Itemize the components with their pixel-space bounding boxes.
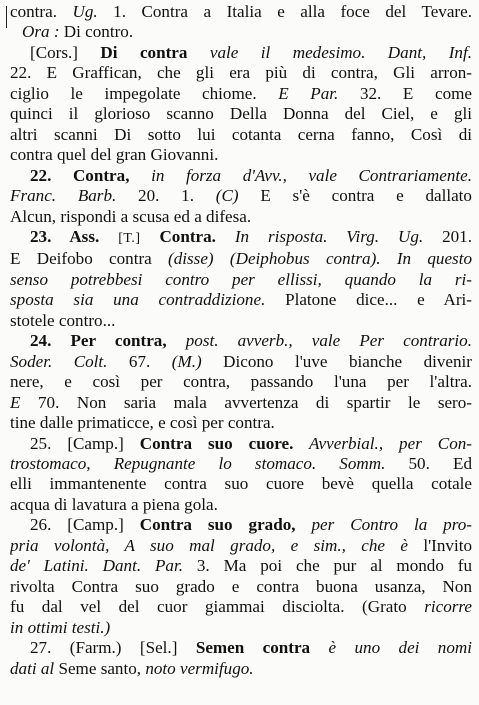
text-segment: ricorre bbox=[424, 597, 472, 617]
text-line bbox=[10, 577, 472, 597]
text-line bbox=[10, 536, 472, 556]
text-line bbox=[10, 290, 472, 310]
text-segment: in ottimi testi.) bbox=[10, 617, 111, 637]
text-segment: Franc. Barb. bbox=[10, 186, 117, 206]
text-segment: post. avverb., vale Per contrario. bbox=[166, 331, 472, 351]
text-line bbox=[10, 2, 472, 22]
text-line bbox=[10, 145, 472, 165]
text-segment: Contra suo cuore. bbox=[139, 433, 294, 453]
text-line bbox=[10, 618, 472, 638]
text-line bbox=[10, 393, 472, 413]
text-segment: noto vermifugo. bbox=[145, 658, 254, 678]
text-segment: senso potrebbesi contro per ellissi, quando la ri- bbox=[10, 269, 472, 289]
text-line bbox=[10, 270, 472, 290]
text-segment: nere, e così per contra, passando l'una per l'altra. bbox=[10, 372, 472, 392]
text-line bbox=[10, 597, 472, 617]
text-segment: 67. bbox=[107, 351, 172, 371]
text-line bbox=[10, 125, 472, 145]
text-segment bbox=[214, 249, 230, 268]
text-line bbox=[10, 515, 472, 535]
text-segment: E Par. bbox=[278, 83, 339, 103]
text-line bbox=[10, 207, 472, 227]
text-segment: Ug. bbox=[72, 2, 98, 21]
text-segment: contra. bbox=[10, 2, 73, 21]
text-segment: Di contro. bbox=[59, 22, 134, 42]
text-segment: Alcun, rispondi a scusa ed a difesa. bbox=[10, 206, 252, 226]
text-line bbox=[10, 84, 472, 104]
text-segment: contra quel del gran Giovanni. bbox=[10, 145, 219, 165]
text-segment: [T.] bbox=[118, 230, 141, 246]
text-segment: 24. Per contra, bbox=[30, 331, 167, 351]
text-segment: 50. Ed bbox=[385, 453, 472, 473]
text-line bbox=[10, 186, 472, 206]
dictionary-entry-text bbox=[10, 2, 472, 679]
text-segment: sposta sia una contraddizione. bbox=[10, 290, 266, 310]
text-segment: Contra suo grado, bbox=[139, 515, 296, 535]
text-line bbox=[10, 331, 472, 351]
text-segment: 26. [Camp.] bbox=[30, 515, 140, 535]
text-segment: in forza d'Avv., vale Contrariamente. bbox=[129, 165, 472, 185]
text-segment: tine dalle primaticce, e così per contra. bbox=[10, 413, 275, 433]
text-segment: rivolta Contra suo grado e contra buona usanza, Non bbox=[10, 576, 472, 596]
text-segment: acqua di lavatura a piena gola. bbox=[10, 494, 218, 514]
text-line bbox=[10, 413, 472, 433]
text-line bbox=[10, 556, 472, 576]
text-segment: ciglio le impegolate chiome. bbox=[10, 83, 279, 103]
text-line bbox=[10, 22, 472, 42]
text-segment: elli immantenente contra suo cuore bevè quella cotale bbox=[10, 474, 472, 494]
text-segment: Platone dice... e Ari- bbox=[265, 290, 472, 310]
text-line bbox=[10, 249, 472, 269]
text-segment: (M.) bbox=[171, 351, 202, 371]
text-segment: per Contro la pro- bbox=[295, 515, 472, 535]
text-segment: 25. [Camp.] bbox=[30, 433, 140, 453]
text-line bbox=[10, 63, 472, 83]
text-segment: [Cors.] bbox=[30, 42, 101, 62]
text-segment: 32. E come bbox=[338, 83, 472, 103]
text-segment: (C) bbox=[215, 186, 239, 206]
text-segment: Avverbial., per Con- bbox=[293, 433, 472, 453]
text-segment: trostomaco, Repugnante lo stomaco. Somm. bbox=[10, 453, 386, 473]
text-segment: Ora : bbox=[22, 22, 60, 42]
text-segment: l'Invito bbox=[407, 535, 472, 555]
text-segment: è uno dei nomi bbox=[310, 638, 472, 658]
text-line bbox=[10, 166, 472, 186]
text-line bbox=[10, 434, 472, 454]
text-segment: 27. (Farm.) [Sel.] bbox=[30, 638, 196, 658]
text-segment: 20. 1. bbox=[116, 186, 216, 206]
text-segment: dati al bbox=[10, 658, 55, 678]
text-segment: Di contra bbox=[100, 42, 188, 62]
text-segment: E s'è contra e dallato bbox=[238, 186, 472, 206]
text-segment: 201. bbox=[423, 226, 472, 246]
text-line bbox=[10, 104, 472, 124]
text-segment: Dicono l'uve bianche divenir bbox=[201, 351, 472, 371]
text-segment: In risposta. Virg. Ug. bbox=[215, 226, 424, 246]
text-segment: E bbox=[10, 392, 21, 412]
text-segment: 22. E Graffican, che gli era più di contra, Gli arron- bbox=[10, 63, 472, 83]
text-segment: Contra. bbox=[140, 226, 216, 246]
text-line bbox=[10, 311, 472, 331]
text-segment: 70. Non saria mala avvertenza di spartir le sero- bbox=[20, 392, 472, 412]
text-segment: (disse) bbox=[168, 249, 214, 269]
text-segment: de' Latini. Dant. Par. bbox=[10, 556, 184, 576]
text-line bbox=[10, 659, 472, 679]
text-segment: E Deifobo contra bbox=[10, 249, 169, 269]
text-segment: 1. Contra a Italia e alla foce del Tevare. bbox=[97, 2, 472, 21]
text-segment: 23. Ass. bbox=[30, 226, 119, 246]
text-segment: pria volontà, A suo mal grado, e sim., che è bbox=[10, 535, 408, 555]
text-segment: Soder. Colt. bbox=[10, 351, 108, 371]
text-segment: fu dal vel del cuor giammai disciolta. (Grato bbox=[10, 597, 425, 617]
text-line bbox=[10, 43, 472, 63]
text-segment: altri scanni Di sotto lui cotanta cerna fanno, Così di bbox=[10, 124, 472, 144]
text-line bbox=[10, 372, 472, 392]
text-segment: stotele contro... bbox=[10, 310, 116, 330]
text-line bbox=[10, 474, 472, 494]
text-segment: Seme santo, bbox=[54, 658, 146, 678]
text-line bbox=[10, 352, 472, 372]
text-line bbox=[10, 454, 472, 474]
text-line bbox=[10, 227, 472, 249]
text-segment: Semen contra bbox=[195, 638, 311, 658]
text-line bbox=[10, 638, 472, 658]
text-segment: (Deiphobus contra). In questo bbox=[229, 249, 472, 269]
column-rule bbox=[6, 6, 7, 28]
text-segment: 3. Ma poi che pur al mondo fu bbox=[183, 556, 472, 576]
text-segment: vale il medesimo. Dant, Inf. bbox=[187, 42, 472, 62]
text-line bbox=[10, 495, 472, 515]
text-segment: quinci il glorioso scanno Della Donna del Ciel, e gli bbox=[10, 104, 472, 124]
text-segment: 22. Contra, bbox=[30, 165, 130, 185]
